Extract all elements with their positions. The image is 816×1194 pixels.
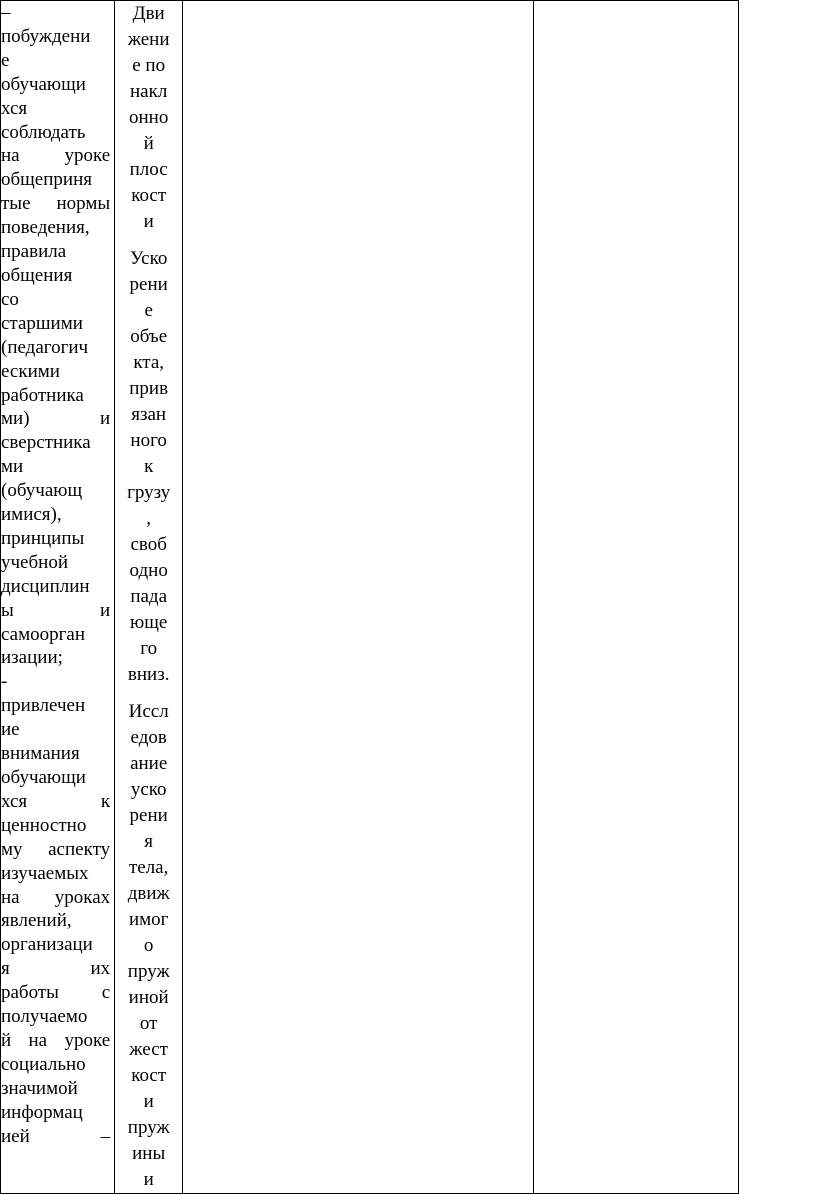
text-line: и bbox=[143, 1091, 154, 1112]
educational-goals-cell bbox=[1, 1, 115, 1194]
text-line: Дви bbox=[132, 3, 165, 24]
word: к bbox=[100, 790, 111, 812]
text-line: тела, bbox=[128, 857, 169, 878]
word: и bbox=[99, 408, 111, 430]
text-line: ие bbox=[1, 719, 20, 741]
word: уроке bbox=[64, 145, 111, 167]
word: ы bbox=[1, 599, 14, 621]
word: аспекту bbox=[48, 838, 111, 860]
text-line: хся bbox=[1, 97, 28, 119]
text-line: от bbox=[139, 1013, 158, 1034]
word: уроках bbox=[54, 886, 111, 908]
text-line: соблюдать bbox=[1, 121, 86, 143]
text-line: к bbox=[144, 456, 154, 477]
word: на bbox=[1, 886, 20, 908]
text-line: иной bbox=[128, 987, 169, 1008]
word: на bbox=[28, 1029, 48, 1051]
text-line: е по bbox=[132, 55, 166, 76]
text-line: прив bbox=[129, 378, 169, 399]
text-line bbox=[1, 407, 114, 431]
text-line: Иссл bbox=[128, 701, 169, 722]
text-line: ценностно bbox=[1, 814, 87, 836]
text-line: - bbox=[1, 671, 8, 693]
text-line: ины bbox=[132, 1143, 166, 1164]
text-line: накл bbox=[130, 81, 168, 102]
text-line: кост bbox=[131, 1065, 167, 1086]
text-line: кост bbox=[131, 185, 167, 206]
text-line: получаемо bbox=[1, 1006, 88, 1028]
word: уроке bbox=[64, 1029, 111, 1051]
text-line: вниз. bbox=[127, 664, 170, 685]
text-line: й bbox=[143, 133, 154, 154]
text-line: ание bbox=[130, 753, 168, 774]
text-line: грузу bbox=[127, 482, 171, 503]
text-line: о bbox=[143, 935, 154, 956]
text-line: объе bbox=[130, 326, 168, 347]
text-line: го bbox=[140, 638, 158, 659]
text-line: рени bbox=[129, 805, 168, 826]
text-line: самоорган bbox=[1, 623, 86, 645]
text-line: изучаемых bbox=[1, 862, 89, 884]
word: с bbox=[101, 982, 111, 1004]
text-line: пруж bbox=[127, 961, 170, 982]
text-line: привлечен bbox=[1, 695, 86, 717]
text-line bbox=[1, 1029, 114, 1053]
text-line bbox=[1, 599, 114, 623]
text-line: движ bbox=[127, 883, 170, 904]
text-line: едов bbox=[130, 727, 167, 748]
topic-paragraph bbox=[115, 699, 182, 1193]
word: на bbox=[1, 145, 20, 167]
text-line: имог bbox=[128, 909, 169, 930]
text-line: жест bbox=[129, 1039, 168, 1060]
topic-paragraph bbox=[115, 246, 182, 688]
word: хся bbox=[1, 790, 28, 812]
text-line bbox=[1, 192, 114, 216]
text-line bbox=[1, 957, 114, 981]
text-line: поведения, bbox=[1, 217, 90, 239]
word: я bbox=[1, 958, 10, 980]
text-line: плос bbox=[129, 159, 168, 180]
text-line bbox=[1, 1125, 114, 1149]
text-line: пада bbox=[130, 586, 168, 607]
text-line: ми bbox=[1, 456, 24, 478]
text-line: учебной bbox=[1, 551, 68, 573]
word: работы bbox=[1, 982, 59, 1004]
lesson-topics-cell bbox=[115, 1, 183, 1194]
text-line: (обучающ bbox=[1, 480, 83, 502]
text-line: побуждени bbox=[1, 25, 91, 47]
text-line: рени bbox=[129, 274, 168, 295]
text-line: онно bbox=[129, 107, 169, 128]
text-line: жени bbox=[127, 29, 170, 50]
text-line: общеприня bbox=[1, 169, 92, 191]
word: й bbox=[1, 1029, 12, 1051]
text-line bbox=[1, 790, 114, 814]
text-line: старшими bbox=[1, 312, 83, 334]
text-line: общения bbox=[1, 264, 73, 286]
topic-paragraph bbox=[115, 1, 182, 235]
text-line: – bbox=[1, 2, 11, 23]
text-line: (педагогич bbox=[1, 336, 89, 358]
text-line: одно bbox=[129, 560, 168, 581]
text-line: своб bbox=[130, 534, 167, 555]
text-line: работника bbox=[1, 384, 84, 406]
text-line: язан bbox=[131, 404, 167, 425]
empty-cell-3 bbox=[183, 1, 533, 1194]
text-line: информац bbox=[1, 1101, 83, 1123]
text-line: Уско bbox=[129, 248, 168, 269]
text-line: уско bbox=[130, 779, 167, 800]
text-line bbox=[1, 981, 114, 1005]
text-line: кта, bbox=[133, 352, 165, 373]
word: ми) bbox=[1, 408, 30, 430]
text-line: обучающи bbox=[1, 767, 86, 788]
table-row bbox=[1, 1, 739, 1194]
text-line: и bbox=[143, 211, 154, 232]
text-line bbox=[1, 886, 114, 910]
text-line: пруж bbox=[127, 1117, 170, 1138]
word: тые bbox=[1, 193, 31, 215]
text-line: е bbox=[144, 300, 153, 321]
text-line: организаци bbox=[1, 934, 93, 956]
word: – bbox=[100, 1125, 111, 1147]
text-line: юще bbox=[130, 612, 168, 633]
text-line: принципы bbox=[1, 527, 85, 549]
text-line bbox=[1, 144, 114, 168]
text-line: правила bbox=[1, 241, 67, 263]
text-line: , bbox=[146, 508, 152, 529]
word: нормы bbox=[56, 193, 111, 215]
text-line: явлений, bbox=[1, 910, 72, 932]
empty-cell-4 bbox=[533, 1, 738, 1194]
text-line: социально bbox=[1, 1053, 86, 1075]
text-line: е bbox=[1, 49, 10, 71]
text-line: и bbox=[143, 1169, 154, 1190]
text-line: обучающи bbox=[1, 73, 86, 95]
text-line: значимой bbox=[1, 1077, 78, 1099]
text-line: внимания bbox=[1, 743, 80, 765]
text-line: ного bbox=[130, 430, 167, 451]
text-line: ескими bbox=[1, 360, 60, 382]
word: му bbox=[1, 838, 23, 860]
text-line: изации; bbox=[1, 647, 63, 669]
text-line: имися), bbox=[1, 504, 62, 526]
text-line: со bbox=[1, 288, 19, 310]
text-line bbox=[1, 838, 114, 862]
text-line: я bbox=[144, 831, 154, 852]
text-line: сверстника bbox=[1, 432, 91, 454]
word: их bbox=[90, 958, 111, 980]
word: ией bbox=[1, 1125, 30, 1147]
text-line: дисциплин bbox=[1, 575, 90, 597]
word: и bbox=[99, 599, 111, 621]
